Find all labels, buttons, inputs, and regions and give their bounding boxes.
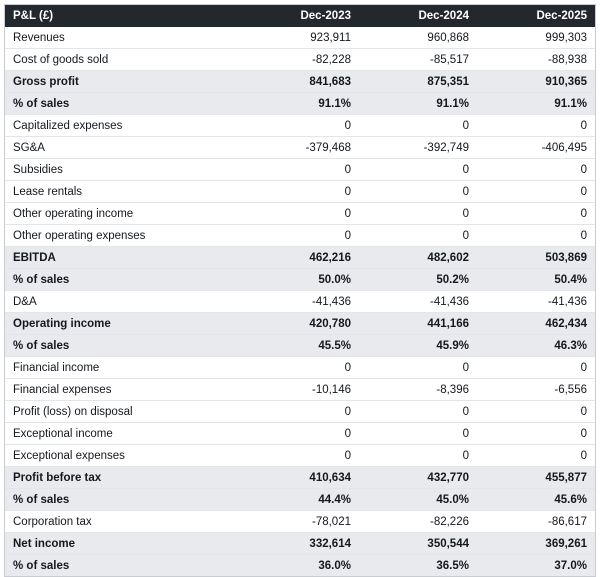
- row-value-col-1: 0: [359, 225, 477, 247]
- row-value-col-2: -406,495: [477, 137, 595, 159]
- row-label: % of sales: [5, 489, 241, 511]
- table-row: [5, 49, 595, 71]
- table-row: [5, 203, 595, 225]
- row-value-col-2: 45.6%: [477, 489, 595, 511]
- row-label: Financial expenses: [5, 379, 241, 401]
- header-column-0: Dec-2023: [241, 5, 359, 27]
- row-label: Exceptional income: [5, 423, 241, 445]
- row-label: Revenues: [5, 27, 241, 49]
- row-value-col-2: 0: [477, 401, 595, 423]
- row-value-col-1: -82,226: [359, 511, 477, 533]
- row-value-col-1: 0: [359, 401, 477, 423]
- header-column-1: Dec-2024: [359, 5, 477, 27]
- row-value-col-1: 432,770: [359, 467, 477, 489]
- row-value-col-0: 0: [241, 203, 359, 225]
- table-row: [5, 511, 595, 533]
- row-value-col-0: 91.1%: [241, 93, 359, 115]
- table-row: [5, 489, 595, 511]
- table-row: [5, 93, 595, 115]
- table-body: [5, 27, 595, 576]
- row-value-col-0: 50.0%: [241, 269, 359, 291]
- row-value-col-0: 0: [241, 225, 359, 247]
- row-value-col-2: 0: [477, 357, 595, 379]
- row-value-col-1: 482,602: [359, 247, 477, 269]
- row-value-col-0: 45.5%: [241, 335, 359, 357]
- table-row: [5, 401, 595, 423]
- row-label: SG&A: [5, 137, 241, 159]
- table-row: [5, 335, 595, 357]
- row-value-col-0: -379,468: [241, 137, 359, 159]
- row-value-col-2: 910,365: [477, 71, 595, 93]
- row-value-col-1: -8,396: [359, 379, 477, 401]
- row-value-col-2: 455,877: [477, 467, 595, 489]
- table-row: [5, 533, 595, 555]
- row-value-col-0: -82,228: [241, 49, 359, 71]
- row-value-col-1: 0: [359, 445, 477, 467]
- row-value-col-2: 369,261: [477, 533, 595, 555]
- row-value-col-1: 0: [359, 181, 477, 203]
- row-label: Cost of goods sold: [5, 49, 241, 71]
- row-label: Other operating income: [5, 203, 241, 225]
- row-value-col-1: 91.1%: [359, 93, 477, 115]
- row-value-col-0: 332,614: [241, 533, 359, 555]
- table-row: [5, 379, 595, 401]
- header-label-cell: P&L (£): [5, 5, 241, 27]
- row-value-col-0: 0: [241, 159, 359, 181]
- row-value-col-2: 0: [477, 181, 595, 203]
- row-label: Other operating expenses: [5, 225, 241, 247]
- row-label: Financial income: [5, 357, 241, 379]
- row-value-col-1: 350,544: [359, 533, 477, 555]
- table-row: [5, 357, 595, 379]
- row-value-col-2: -88,938: [477, 49, 595, 71]
- row-label: Exceptional expenses: [5, 445, 241, 467]
- row-value-col-1: 875,351: [359, 71, 477, 93]
- row-value-col-0: -78,021: [241, 511, 359, 533]
- row-value-col-1: 0: [359, 159, 477, 181]
- table-row: [5, 27, 595, 49]
- row-value-col-2: 91.1%: [477, 93, 595, 115]
- row-value-col-2: 0: [477, 225, 595, 247]
- table-row: [5, 137, 595, 159]
- row-label: Subsidies: [5, 159, 241, 181]
- row-value-col-1: 0: [359, 357, 477, 379]
- row-value-col-1: 441,166: [359, 313, 477, 335]
- table-row: [5, 181, 595, 203]
- table-row: [5, 555, 595, 577]
- table-header: [5, 5, 595, 27]
- row-value-col-1: 36.5%: [359, 555, 477, 577]
- row-value-col-1: 45.9%: [359, 335, 477, 357]
- row-value-col-0: 44.4%: [241, 489, 359, 511]
- row-value-col-0: -41,436: [241, 291, 359, 313]
- table-row: [5, 71, 595, 93]
- row-label: % of sales: [5, 335, 241, 357]
- row-value-col-0: 0: [241, 423, 359, 445]
- row-value-col-0: 462,216: [241, 247, 359, 269]
- row-value-col-1: -85,517: [359, 49, 477, 71]
- row-value-col-1: -41,436: [359, 291, 477, 313]
- row-value-col-0: 0: [241, 401, 359, 423]
- pnl-table-container: [4, 4, 596, 577]
- row-value-col-2: 0: [477, 445, 595, 467]
- row-value-col-1: 960,868: [359, 27, 477, 49]
- row-value-col-0: 0: [241, 445, 359, 467]
- row-label: % of sales: [5, 555, 241, 577]
- row-value-col-2: 503,869: [477, 247, 595, 269]
- row-value-col-0: -10,146: [241, 379, 359, 401]
- profit-and-loss-table: [5, 5, 595, 576]
- table-row: [5, 225, 595, 247]
- row-value-col-0: 923,911: [241, 27, 359, 49]
- row-value-col-0: 0: [241, 115, 359, 137]
- table-row: [5, 313, 595, 335]
- table-row: [5, 115, 595, 137]
- header-column-2: Dec-2025: [477, 5, 595, 27]
- table-row: [5, 291, 595, 313]
- row-label: Profit before tax: [5, 467, 241, 489]
- table-row: [5, 247, 595, 269]
- row-value-col-2: 999,303: [477, 27, 595, 49]
- row-value-col-1: 0: [359, 423, 477, 445]
- table-row: [5, 159, 595, 181]
- row-label: Lease rentals: [5, 181, 241, 203]
- row-label: Gross profit: [5, 71, 241, 93]
- row-label: Corporation tax: [5, 511, 241, 533]
- row-value-col-1: 50.2%: [359, 269, 477, 291]
- table-row: [5, 467, 595, 489]
- row-value-col-2: 0: [477, 159, 595, 181]
- row-label: Profit (loss) on disposal: [5, 401, 241, 423]
- row-label: % of sales: [5, 269, 241, 291]
- row-value-col-0: 0: [241, 181, 359, 203]
- row-value-col-2: 46.3%: [477, 335, 595, 357]
- row-label: Capitalized expenses: [5, 115, 241, 137]
- row-value-col-0: 841,683: [241, 71, 359, 93]
- header-row: [5, 5, 595, 27]
- row-value-col-1: 0: [359, 203, 477, 225]
- row-value-col-1: 0: [359, 115, 477, 137]
- table-row: [5, 423, 595, 445]
- row-value-col-2: -6,556: [477, 379, 595, 401]
- row-value-col-2: -86,617: [477, 511, 595, 533]
- row-value-col-0: 36.0%: [241, 555, 359, 577]
- row-value-col-2: 0: [477, 423, 595, 445]
- row-value-col-1: 45.0%: [359, 489, 477, 511]
- row-value-col-0: 420,780: [241, 313, 359, 335]
- row-value-col-2: 50.4%: [477, 269, 595, 291]
- row-value-col-1: -392,749: [359, 137, 477, 159]
- row-label: EBITDA: [5, 247, 241, 269]
- row-value-col-2: -41,436: [477, 291, 595, 313]
- row-label: Operating income: [5, 313, 241, 335]
- table-row: [5, 269, 595, 291]
- row-value-col-2: 0: [477, 115, 595, 137]
- row-value-col-2: 0: [477, 203, 595, 225]
- row-label: D&A: [5, 291, 241, 313]
- row-value-col-2: 462,434: [477, 313, 595, 335]
- row-value-col-2: 37.0%: [477, 555, 595, 577]
- row-value-col-0: 0: [241, 357, 359, 379]
- row-value-col-0: 410,634: [241, 467, 359, 489]
- row-label: Net income: [5, 533, 241, 555]
- table-row: [5, 445, 595, 467]
- row-label: % of sales: [5, 93, 241, 115]
